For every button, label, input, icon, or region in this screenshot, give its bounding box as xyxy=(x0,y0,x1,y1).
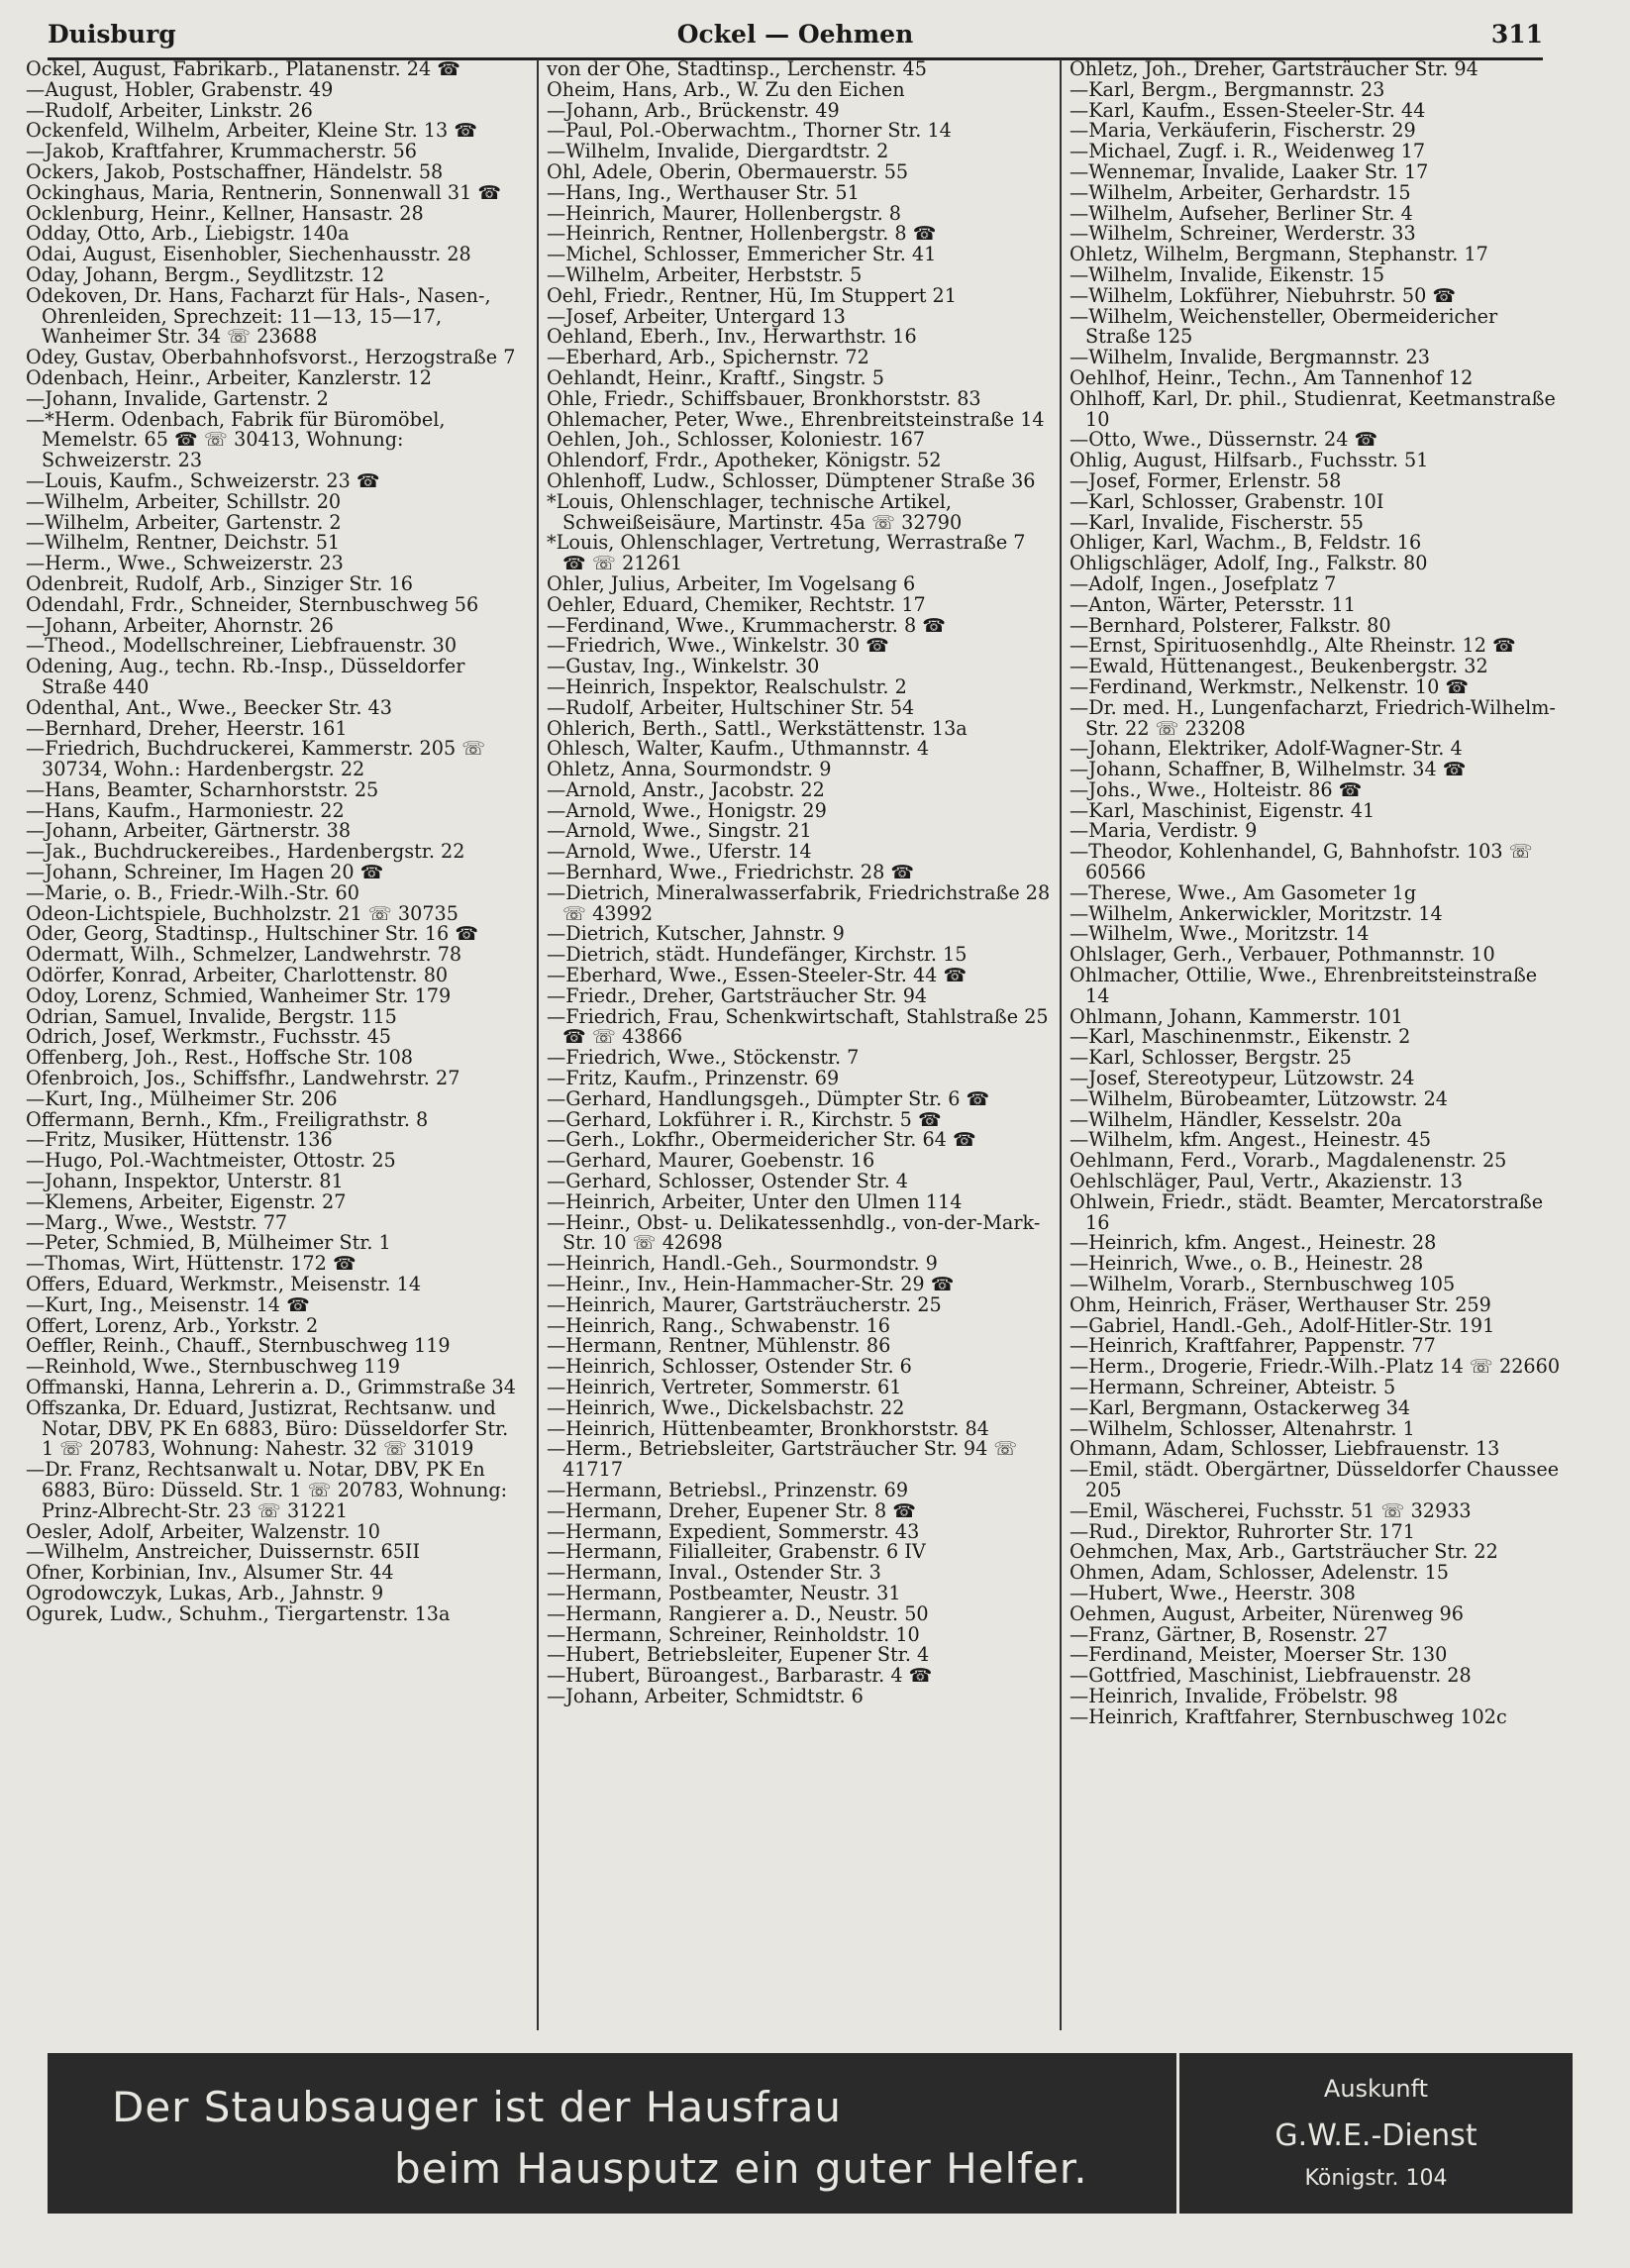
directory-entry: Ohlslager, Gerh., Verbauer, Pothmannstr. 10 xyxy=(1070,943,1495,967)
directory-entry: —Emil, städt. Obergärtner, Düsseldorfer Chaussee 205 xyxy=(1070,1458,1560,1501)
directory-entry: —Thomas, Wirt, Hüttenstr. 172 ☎ xyxy=(26,1252,357,1276)
directory-entry: —Wilhelm, Schlosser, Altenahrstr. 1 xyxy=(1070,1416,1415,1440)
directory-entry: —Heinrich, Maurer, Hollenbergstr. 8 xyxy=(547,201,902,225)
directory-entry: Odörfer, Konrad, Arbeiter, Charlottenstr. 80 xyxy=(26,964,449,987)
directory-entry: —Bernhard, Wwe., Friedrichstr. 28 ☎ xyxy=(547,861,915,884)
directory-entry: —Heinrich, kfm. Angest., Heinestr. 28 xyxy=(1070,1231,1437,1255)
directory-entry: —Maria, Verkäuferin, Fischerstr. 29 xyxy=(1070,119,1416,143)
directory-entry: —Fritz, Kaufm., Prinzenstr. 69 xyxy=(547,1067,840,1090)
directory-entry: Odermatt, Wilh., Schmelzer, Landwehrstr. 78 xyxy=(26,943,462,967)
directory-entry: —Otto, Wwe., Düssernstr. 24 ☎ xyxy=(1070,428,1378,452)
directory-entry: Odrich, Josef, Werkmstr., Fuchsstr. 45 xyxy=(26,1025,391,1049)
directory-entry: —Heinrich, Wwe., o. B., Heinestr. 28 xyxy=(1070,1252,1424,1276)
directory-entry: —Reinhold, Wwe., Sternbuschweg 119 xyxy=(26,1355,400,1379)
directory-entry: —Wilhelm, Anstreicher, Duissernstr. 65II xyxy=(26,1540,421,1564)
page-header xyxy=(48,18,1543,60)
directory-entry: —Friedrich, Wwe., Winkelstr. 30 ☎ xyxy=(547,634,890,658)
directory-entry: —Hermann, Betriebsl., Prinzenstr. 69 xyxy=(547,1478,909,1501)
directory-entry: —Ferdinand, Werkmstr., Nelkenstr. 10 ☎ xyxy=(1070,674,1470,698)
directory-entry: Ohlig, August, Hilfsarb., Fuchsstr. 51 xyxy=(1070,449,1429,472)
directory-entry: —Eberhard, Arb., Spichernstr. 72 xyxy=(547,346,869,369)
directory-entry: —Wilhelm, Aufseher, Berliner Str. 4 xyxy=(1070,201,1413,225)
directory-entry: —Wilhelm, Arbeiter, Gartenstr. 2 xyxy=(26,510,342,534)
directory-entry: —Hermann, Rangierer a. D., Neustr. 50 xyxy=(547,1601,929,1625)
column-3 xyxy=(1060,59,1565,2030)
directory-entry: —Josef, Stereotypeur, Lützowstr. 24 xyxy=(1070,1067,1415,1090)
directory-entry: —Jak., Buchdruckereibes., Hardenbergstr. 22 xyxy=(26,840,465,864)
directory-entry: Ohlenhoff, Ludw., Schlosser, Dümptener Straße 36 xyxy=(547,468,1036,492)
directory-entry: —Heinr., Inv., Hein-Hammacher-Str. 29 ☎ xyxy=(547,1273,955,1296)
directory-entry: —Eberhard, Wwe., Essen-Steeler-Str. 44 ☎ xyxy=(547,964,968,987)
directory-entry: —Hermann, Filialleiter, Grabenstr. 6 IV xyxy=(547,1540,926,1564)
directory-entry: —Johann, Invalide, Gartenstr. 2 xyxy=(26,386,329,410)
directory-entry: —Franz, Gärtner, B, Rosenstr. 27 xyxy=(1070,1622,1388,1646)
directory-entry: —Emil, Wäscherei, Fuchsstr. 51 ☏ 32933 xyxy=(1070,1498,1472,1522)
directory-entry: —Karl, Bergm., Bergmannstr. 23 xyxy=(1070,77,1385,101)
directory-entry: Offenberg, Joh., Rest., Hoffsche Str. 108 xyxy=(26,1046,413,1070)
directory-entry: Ohle, Friedr., Schiffsbauer, Bronkhorststr. 83 xyxy=(547,386,981,410)
directory-entry: —Johann, Arbeiter, Gärtnerstr. 38 xyxy=(26,819,352,843)
directory-entry: —Gerhard, Schlosser, Ostender Str. 4 xyxy=(547,1170,908,1193)
directory-entry: —Johs., Wwe., Holteistr. 86 ☎ xyxy=(1070,777,1363,801)
directory-entry: —Arnold, Wwe., Honigstr. 29 xyxy=(547,798,827,822)
directory-entry: —Wilhelm, Lokführer, Niebuhrstr. 50 ☎ xyxy=(1070,283,1457,307)
directory-entry: —Kurt, Ing., Meisenstr. 14 ☎ xyxy=(26,1292,310,1316)
directory-entry: —Heinrich, Kraftfahrer, Sternbuschweg 102c xyxy=(1070,1704,1507,1728)
directory-entry: Odey, Gustav, Oberbahnhofsvorst., Herzogstraße 7 xyxy=(26,346,516,369)
directory-entry: Offers, Eduard, Werkmstr., Meisenstr. 14 xyxy=(26,1273,422,1296)
directory-entry: Ohliger, Karl, Wachm., B, Feldstr. 16 xyxy=(1070,531,1422,555)
directory-entry: Odrian, Samuel, Invalide, Bergstr. 115 xyxy=(26,1004,397,1028)
directory-entry: —Hans, Ing., Werthauser Str. 51 xyxy=(547,180,860,204)
directory-entry: —Adolf, Ingen., Josefplatz 7 xyxy=(1070,571,1337,595)
directory-entry: —Gustav, Ing., Winkelstr. 30 xyxy=(547,655,820,678)
directory-entry: von der Ohe, Stadtinsp., Lerchenstr. 45 xyxy=(547,59,927,80)
directory-entry: —Friedrich, Buchdruckerei, Kammerstr. 205 ☏ 30734, Wohn.: Hardenbergstr. 22 xyxy=(26,737,486,781)
directory-entry: —Michael, Zugf. i. R., Weidenweg 17 xyxy=(1070,140,1426,163)
directory-entry: —Karl, Schlosser, Grabenstr. 10I xyxy=(1070,489,1384,513)
directory-entry: —Heinrich, Kraftfahrer, Pappenstr. 77 xyxy=(1070,1334,1436,1358)
directory-entry: —Herm., Wwe., Schweizerstr. 23 xyxy=(26,552,344,575)
directory-entry: Ogurek, Ludw., Schuhm., Tiergartenstr. 13a xyxy=(26,1601,451,1625)
directory-entry: —Jakob, Kraftfahrer, Krummacherstr. 56 xyxy=(26,140,417,163)
directory-entry: —Peter, Schmied, B, Mülheimer Str. 1 xyxy=(26,1231,391,1255)
directory-entry: —Ernst, Spirituosenhdlg., Alte Rheinstr. 12 ☎ xyxy=(1070,634,1516,658)
directory-entry: Oehlen, Joh., Schlosser, Koloniestr. 167 xyxy=(547,428,925,452)
directory-entry: —Theodor, Kohlenhandel, G, Bahnhofstr. 103 ☏ 60566 xyxy=(1070,840,1533,884)
directory-entry: —Wilhelm, Rentner, Deichstr. 51 xyxy=(26,531,341,555)
directory-entry: —Dr. med. H., Lungenfacharzt, Friedrich-Wilhelm-Str. 22 ☏ 23208 xyxy=(1070,695,1556,740)
directory-entry: Ohl, Adele, Oberin, Obermauerstr. 55 xyxy=(547,159,909,183)
directory-entry: —Heinrich, Maurer, Gartsträucherstr. 25 xyxy=(547,1292,942,1316)
directory-entry: —Wilhelm, Ankerwickler, Moritzstr. 14 xyxy=(1070,901,1443,925)
directory-entry: —Hubert, Betriebsleiter, Eupener Str. 4 xyxy=(547,1643,930,1667)
directory-entry: Odenbreit, Rudolf, Arb., Sinziger Str. 16 xyxy=(26,571,413,595)
directory-entry: —Heinrich, Arbeiter, Unter den Ulmen 114 xyxy=(547,1189,963,1213)
directory-entry: Ohmann, Adam, Schlosser, Liebfrauenstr. 13 xyxy=(1070,1437,1500,1461)
directory-entry: —Paul, Pol.-Oberwachtm., Thorner Str. 14 xyxy=(547,119,952,143)
directory-entry: Ofner, Korbinian, Inv., Alsumer Str. 44 xyxy=(26,1561,394,1585)
column-2 xyxy=(537,59,1052,2030)
directory-entry: —Karl, Invalide, Fischerstr. 55 xyxy=(1070,510,1364,534)
directory-entry: —Hermann, Expedient, Sommerstr. 43 xyxy=(547,1519,920,1543)
directory-entry: —Gerhard, Lokführer i. R., Kirchstr. 5 ☎ xyxy=(547,1107,942,1131)
directory-entry: —Anton, Wärter, Petersstr. 11 xyxy=(1070,592,1356,616)
directory-entry: —Hermann, Rentner, Mühlenstr. 86 xyxy=(547,1334,891,1358)
directory-entry: —Wilhelm, Arbeiter, Herbststr. 5 xyxy=(547,262,863,286)
directory-entry: —Heinrich, Wwe., Dickelsbachstr. 22 xyxy=(547,1395,905,1419)
directory-entry: Ohlmann, Johann, Kammerstr. 101 xyxy=(1070,1004,1403,1028)
directory-entry: Oheim, Hans, Arb., W. Zu den Eichen xyxy=(547,77,905,101)
directory-entry: Oehlmann, Ferd., Vorarb., Magdalenenstr. 25 xyxy=(1070,1149,1507,1173)
directory-entry: Ohlesch, Walter, Kaufm., Uthmannstr. 4 xyxy=(547,737,930,761)
directory-entry: —Johann, Elektriker, Adolf-Wagner-Str. 4 xyxy=(1070,737,1463,761)
directory-entry: —Gabriel, Handl.-Geh., Adolf-Hitler-Str. 191 xyxy=(1070,1313,1495,1337)
directory-entry: —Therese, Wwe., Am Gasometer 1g xyxy=(1070,880,1417,904)
directory-entry: —Hubert, Wwe., Heerstr. 308 xyxy=(1070,1581,1356,1604)
directory-entry: —Hermann, Dreher, Eupener Str. 8 ☎ xyxy=(547,1498,917,1522)
directory-entry: Odenbach, Heinr., Arbeiter, Kanzlerstr. 12 xyxy=(26,365,432,389)
directory-entry: Odening, Aug., techn. Rb.-Insp., Düsseldorfer Straße 440 xyxy=(26,655,465,698)
directory-entry: Ohletz, Wilhelm, Bergmann, Stephanstr. 17 xyxy=(1070,243,1488,266)
directory-entry: —Heinrich, Invalide, Fröbelstr. 98 xyxy=(1070,1684,1398,1707)
directory-entry: —Heinrich, Handl.-Geh., Sourmondstr. 9 xyxy=(547,1252,938,1276)
directory-entry: Ohlwein, Friedr., städt. Beamter, Mercatorstraße 16 xyxy=(1070,1189,1544,1234)
directory-entry: —Ferdinand, Meister, Moerser Str. 130 xyxy=(1070,1643,1448,1667)
directory-entry: Odendahl, Frdr., Schneider, Sternbuschweg 56 xyxy=(26,592,479,616)
directory-entry: —Wilhelm, kfm. Angest., Heinestr. 45 xyxy=(1070,1128,1432,1152)
directory-entry: —Hans, Beamter, Scharnhorststr. 25 xyxy=(26,777,379,801)
directory-entry: —Gerh., Lokfhr., Obermeidericher Str. 64 ☎ xyxy=(547,1128,976,1152)
directory-entry: —Rudolf, Arbeiter, Linkstr. 26 xyxy=(26,98,313,122)
directory-entry: Ockinghaus, Maria, Rentnerin, Sonnenwall 31 ☎ xyxy=(26,180,502,204)
directory-entry: —Dietrich, städt. Hundefänger, Kirchstr. 15 xyxy=(547,943,968,967)
ad-slogan-line2: beim Hausputz ein guter Helfer. xyxy=(394,2144,1088,2193)
directory-entry: Ogrodowczyk, Lukas, Arb., Jahnstr. 9 xyxy=(26,1581,384,1604)
directory-entry: —Wilhelm, Invalide, Bergmannstr. 23 xyxy=(1070,346,1430,369)
directory-entry: —Wilhelm, Weichensteller, Obermeidericher Straße 125 xyxy=(1070,304,1498,349)
directory-entry: —Friedrich, Wwe., Stöckenstr. 7 xyxy=(547,1046,860,1070)
ad-info-name: G.W.E.-Dienst xyxy=(1274,2118,1477,2153)
directory-entry: Ockel, August, Fabrikarb., Platanenstr. 24 ☎ xyxy=(26,59,461,80)
directory-entry: Ohlmacher, Ottilie, Wwe., Ehrenbreitsteinstraße 14 xyxy=(1070,964,1538,1007)
advertisement-banner xyxy=(48,2053,1573,2214)
directory-entry: Offmanski, Hanna, Lehrerin a. D., Grimmstraße 34 xyxy=(26,1376,516,1398)
directory-entry: Ocklenburg, Heinr., Kellner, Hansastr. 28 xyxy=(26,201,424,225)
directory-entry: —Arnold, Anstr., Jacobstr. 22 xyxy=(547,777,825,801)
ad-slogan xyxy=(48,2053,1179,2214)
ad-info-box xyxy=(1179,2053,1573,2214)
ad-slogan-line1: Der Staubsauger ist der Hausfrau xyxy=(112,2083,843,2131)
directory-entry: Ockers, Jakob, Postschaffner, Händelstr. 58 xyxy=(26,159,444,183)
directory-entry: —Wilhelm, Händler, Kesselstr. 20a xyxy=(1070,1107,1402,1131)
page-number: 311 xyxy=(1490,20,1543,49)
directory-entry: —Heinr., Obst- u. Delikatessenhdlg., von-der-Mark-Str. 10 ☏ 42698 xyxy=(547,1210,1041,1255)
directory-entry: —Ferdinand, Wwe., Krummacherstr. 8 ☎ xyxy=(547,613,947,637)
directory-entry: —Bernhard, Dreher, Heerstr. 161 xyxy=(26,716,348,740)
directory-entry: Odekoven, Dr. Hans, Facharzt für Hals-, Nasen-, Ohrenleiden, Sprechzeit: 11—13, 15—17, Wanheimer Str. 34 ☏ 23688 xyxy=(26,283,491,349)
directory-entry: Odoy, Lorenz, Schmied, Wanheimer Str. 179 xyxy=(26,983,452,1007)
directory-entry: —Heinrich, Rentner, Hollenbergstr. 8 ☎ xyxy=(547,222,937,246)
directory-entry: —Herm., Drogerie, Friedr.-Wilh.-Platz 14 ☏ 22660 xyxy=(1070,1355,1561,1379)
directory-entry: —Karl, Maschinist, Eigenstr. 41 xyxy=(1070,798,1375,822)
directory-columns xyxy=(26,59,1561,2030)
directory-entry: —Heinrich, Hüttenbeamter, Bronkhorststr. 84 xyxy=(547,1416,989,1440)
directory-entry: —Karl, Schlosser, Bergstr. 25 xyxy=(1070,1046,1352,1070)
directory-entry: Odday, Otto, Arb., Liebigstr. 140a xyxy=(26,222,350,246)
city-title: Duisburg xyxy=(48,20,176,49)
directory-entry: —Josef, Arbeiter, Untergard 13 xyxy=(547,304,846,328)
directory-entry: —Theod., Modellschreiner, Liebfrauenstr. 30 xyxy=(26,634,458,658)
directory-entry: —Karl, Bergmann, Ostackerweg 34 xyxy=(1070,1395,1411,1419)
directory-entry: Ohmen, Adam, Schlosser, Adelenstr. 15 xyxy=(1070,1561,1449,1585)
directory-entry: —Johann, Schreiner, Im Hagen 20 ☎ xyxy=(26,861,384,884)
directory-entry: Odenthal, Ant., Wwe., Beecker Str. 43 xyxy=(26,695,392,719)
directory-entry: Oehler, Eduard, Chemiker, Rechtstr. 17 xyxy=(547,592,926,616)
directory-entry: —Gerhard, Maurer, Goebenstr. 16 xyxy=(547,1149,875,1173)
directory-entry: —*Herm. Odenbach, Fabrik für Büromöbel, Memelstr. 65 ☎ ☏ 30413, Wohnung: Schweizerstr. 23 xyxy=(26,407,446,472)
directory-entry: Ohligschläger, Adolf, Ing., Falkstr. 80 xyxy=(1070,552,1428,575)
directory-entry: Ohlerich, Berth., Sattl., Werkstättenstr. 13a xyxy=(547,716,968,740)
ad-info-address: Königstr. 104 xyxy=(1304,2166,1448,2191)
name-range: Ockel — Oehmen xyxy=(676,20,914,49)
directory-entry: —Wilhelm, Bürobeamter, Lützowstr. 24 xyxy=(1070,1086,1448,1110)
directory-entry: —Marg., Wwe., Weststr. 77 xyxy=(26,1210,288,1234)
directory-entry: Ohletz, Anna, Sourmondstr. 9 xyxy=(547,758,832,781)
directory-entry: Ohm, Heinrich, Fräser, Werthauser Str. 259 xyxy=(1070,1292,1491,1316)
directory-entry: —Johann, Inspektor, Unterstr. 81 xyxy=(26,1170,344,1193)
directory-entry: —Karl, Maschinenmstr., Eikenstr. 2 xyxy=(1070,1025,1411,1049)
directory-entry: Oeffler, Reinh., Chauff., Sternbuschweg 119 xyxy=(26,1334,451,1358)
directory-entry: —Dietrich, Kutscher, Jahnstr. 9 xyxy=(547,922,845,946)
directory-entry: Odeon-Lichtspiele, Buchholzstr. 21 ☏ 30735 xyxy=(26,901,458,925)
directory-entry: Oehlschläger, Paul, Vertr., Akazienstr. 13 xyxy=(1070,1170,1463,1193)
directory-entry: —Hermann, Schreiner, Abteistr. 5 xyxy=(1070,1376,1396,1398)
directory-entry: —Rudolf, Arbeiter, Hultschiner Str. 54 xyxy=(547,695,915,719)
directory-entry: —Arnold, Wwe., Singstr. 21 xyxy=(547,819,812,843)
directory-entry: Oday, Johann, Bergm., Seydlitzstr. 12 xyxy=(26,262,385,286)
directory-entry: Oehlhof, Heinr., Techn., Am Tannenhof 12 xyxy=(1070,365,1474,389)
directory-entry: —Friedr., Dreher, Gartsträucher Str. 94 xyxy=(547,983,928,1007)
directory-entry: —Hermann, Inval., Ostender Str. 3 xyxy=(547,1561,881,1585)
directory-entry: —Wilhelm, Invalide, Eikenstr. 15 xyxy=(1070,262,1385,286)
directory-entry: —Maria, Verdistr. 9 xyxy=(1070,819,1258,843)
directory-entry: —Wilhelm, Arbeiter, Gerhardstr. 15 xyxy=(1070,180,1411,204)
directory-entry: Oesler, Adolf, Arbeiter, Walzenstr. 10 xyxy=(26,1519,380,1543)
directory-entry: —Dr. Franz, Rechtsanwalt u. Notar, DBV, PK En 6883, Büro: Düsseld. Str. 1 ☏ 20783, Wohnung: Prinz-Albrecht-Str. 23 ☏ 31221 xyxy=(26,1458,508,1522)
directory-entry: —Hans, Kaufm., Harmoniestr. 22 xyxy=(26,798,345,822)
directory-entry: Oehmen, August, Arbeiter, Nürenweg 96 xyxy=(1070,1601,1464,1625)
directory-entry: Odai, August, Eisenhobler, Siechenhausstr. 28 xyxy=(26,243,471,266)
directory-entry: —Gerhard, Handlungsgeh., Dümpter Str. 6 ☎ xyxy=(547,1086,990,1110)
directory-entry: Offert, Lorenz, Arb., Yorkstr. 2 xyxy=(26,1313,319,1337)
directory-entry: Oehmchen, Max, Arb., Gartsträucher Str. 22 xyxy=(1070,1540,1498,1564)
directory-entry: —Louis, Kaufm., Schweizerstr. 23 ☎ xyxy=(26,468,380,492)
directory-entry: Ohletz, Joh., Dreher, Gartsträucher Str. 94 xyxy=(1070,59,1478,80)
directory-entry: —Ewald, Hüttenangest., Beukenbergstr. 32 xyxy=(1070,655,1488,678)
directory-entry: Oehland, Eberh., Inv., Herwarthstr. 16 xyxy=(547,325,917,349)
directory-entry: —Bernhard, Polsterer, Falkstr. 80 xyxy=(1070,613,1391,637)
directory-entry: —Johann, Schaffner, B, Wilhelmstr. 34 ☎ xyxy=(1070,758,1467,781)
directory-entry: *Louis, Ohlenschlager, technische Artikel, Schweißeisäure, Martinstr. 45a ☏ 32790 xyxy=(547,489,963,534)
directory-entry: —Heinrich, Vertreter, Sommerstr. 61 xyxy=(547,1376,902,1398)
directory-entry: —Fritz, Musiker, Hüttenstr. 136 xyxy=(26,1128,333,1152)
directory-entry: Oehl, Friedr., Rentner, Hü, Im Stuppert 21 xyxy=(547,283,957,307)
directory-entry: —Johann, Arb., Brückenstr. 49 xyxy=(547,98,840,122)
directory-entry: —Wilhelm, Wwe., Moritzstr. 14 xyxy=(1070,922,1370,946)
directory-entry: —Wilhelm, Invalide, Diergardtstr. 2 xyxy=(547,140,889,163)
directory-entry: —Klemens, Arbeiter, Eigenstr. 27 xyxy=(26,1189,347,1213)
directory-entry: Ohlendorf, Frdr., Apotheker, Königstr. 52 xyxy=(547,449,942,472)
directory-entry: Oehlandt, Heinr., Kraftf., Singstr. 5 xyxy=(547,365,884,389)
directory-entry: —Dietrich, Mineralwasserfabrik, Friedrichstraße 28 ☏ 43992 xyxy=(547,880,1051,925)
directory-entry: Ohlhoff, Karl, Dr. phil., Studienrat, Keetmanstraße 10 xyxy=(1070,386,1556,431)
directory-entry: —Marie, o. B., Friedr.-Wilh.-Str. 60 xyxy=(26,880,359,904)
directory-entry: Ohler, Julius, Arbeiter, Im Vogelsang 6 xyxy=(547,571,916,595)
column-1 xyxy=(26,59,521,2030)
directory-entry: —Hubert, Büroangest., Barbarastr. 4 ☎ xyxy=(547,1664,933,1688)
directory-entry: —Wilhelm, Vorarb., Sternbuschweg 105 xyxy=(1070,1273,1456,1296)
directory-entry: Ockenfeld, Wilhelm, Arbeiter, Kleine Str. 13 ☎ xyxy=(26,119,478,143)
directory-entry: —Herm., Betriebsleiter, Gartsträucher Str. 94 ☏ 41717 xyxy=(547,1437,1018,1482)
directory-entry: —Hermann, Schreiner, Reinholdstr. 10 xyxy=(547,1622,920,1646)
directory-entry: —Rud., Direktor, Ruhrorter Str. 171 xyxy=(1070,1519,1415,1543)
directory-entry: —Friedrich, Frau, Schenkwirtschaft, Stahlstraße 25 ☎ ☏ 43866 xyxy=(547,1004,1049,1049)
directory-entry: —Wilhelm, Arbeiter, Schillstr. 20 xyxy=(26,489,342,513)
directory-entry: —Wilhelm, Schreiner, Werderstr. 33 xyxy=(1070,222,1416,246)
directory-entry: —Gottfried, Maschinist, Liebfrauenstr. 28 xyxy=(1070,1664,1472,1688)
directory-entry: *Louis, Ohlenschlager, Vertretung, Werrastraße 7 ☎ ☏ 21261 xyxy=(547,531,1026,575)
directory-entry: Ofenbroich, Jos., Schiffsfhr., Landwehrstr. 27 xyxy=(26,1067,460,1090)
directory-entry: Oder, Georg, Stadtinsp., Hultschiner Str. 16 ☎ xyxy=(26,922,479,946)
directory-entry: —Michel, Schlosser, Emmericher Str. 41 xyxy=(547,243,937,266)
directory-entry: Offermann, Bernh., Kfm., Freiligrathstr. 8 xyxy=(26,1107,429,1131)
directory-entry: —Johann, Arbeiter, Ahornstr. 26 xyxy=(26,613,334,637)
directory-entry: —Karl, Kaufm., Essen-Steeler-Str. 44 xyxy=(1070,98,1426,122)
directory-entry: Ohlemacher, Peter, Wwe., Ehrenbreitsteinstraße 14 xyxy=(547,407,1045,431)
directory-entry: —Johann, Arbeiter, Schmidtstr. 6 xyxy=(547,1684,864,1707)
directory-entry: —August, Hobler, Grabenstr. 49 xyxy=(26,77,334,101)
directory-entry: —Wennemar, Invalide, Laaker Str. 17 xyxy=(1070,159,1429,183)
ad-info-label: Auskunft xyxy=(1323,2075,1429,2103)
directory-entry: —Heinrich, Rang., Schwabenstr. 16 xyxy=(547,1313,890,1337)
directory-entry: —Arnold, Wwe., Uferstr. 14 xyxy=(547,840,812,864)
directory-entry: —Hermann, Postbeamter, Neustr. 31 xyxy=(547,1581,901,1604)
directory-entry: Offszanka, Dr. Eduard, Justizrat, Rechtsanw. und Notar, DBV, PK En 6883, Büro: Düsseldorfer Str. 1 ☏ 20783, Wohnung: Nahestr. 32 ☏ 31019 xyxy=(26,1395,509,1461)
directory-entry: —Heinrich, Schlosser, Ostender Str. 6 xyxy=(547,1355,912,1379)
directory-entry: —Josef, Former, Erlenstr. 58 xyxy=(1070,468,1342,492)
directory-entry: —Heinrich, Inspektor, Realschulstr. 2 xyxy=(547,674,907,698)
directory-entry: —Kurt, Ing., Mülheimer Str. 206 xyxy=(26,1086,338,1110)
directory-entry: —Hugo, Pol.-Wachtmeister, Ottostr. 25 xyxy=(26,1149,396,1173)
